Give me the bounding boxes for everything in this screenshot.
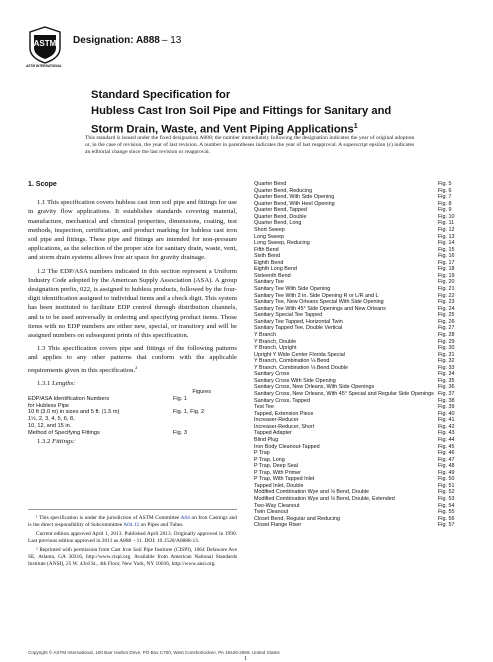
fitting-figure-ref: Fig. 47 — [438, 456, 455, 463]
fitting-name: Y Branch, Double — [254, 338, 297, 345]
lengths-item: 10, 12, and 15 in. — [28, 422, 72, 429]
fitting-name: Fifth Bend — [254, 246, 279, 253]
fitting-figure-ref: Fig. 35 — [438, 377, 455, 384]
designation-edition: – 13 — [161, 35, 182, 46]
copyright-notice: Copyright © ASTM International, 100 Barr Harbor Drive, PO Box C700, West Conshohocken, PA 19428-2959. United States — [28, 650, 280, 655]
lengths-table-header: Figures — [192, 389, 211, 396]
fitting-name: Sanitary Cross With Side Opening — [254, 377, 336, 384]
fitting-figure-ref: Fig. 39 — [438, 404, 455, 411]
fitting-figure-ref: Fig. 53 — [438, 496, 455, 502]
fitting-name: Iron Body Cleanout-Tapped — [254, 443, 320, 450]
standard-notice: This standard is issued under the fixed designation A888; the number immediately following the designation indicates the year of original adoption or, in the case of revision, the year of last revision. A number in parentheses indicates the year of last reapproval. A superscript epsilon (ε) indicates an editorial change since the last revision or reapproval. — [85, 135, 415, 155]
lengths-table-row — [28, 423, 237, 430]
fitting-figure-ref: Fig. 45 — [438, 443, 455, 450]
fitting-figure-ref: Fig. 19 — [438, 272, 455, 279]
title-line-2: Hubless Cast Iron Soil Pipe and Fittings for Sanitary and — [91, 104, 392, 117]
fitting-figure-ref: Fig. 34 — [438, 371, 455, 378]
fitting-figure-ref: Fig. 29 — [438, 338, 455, 345]
fitting-name: Sanitary Cross — [254, 371, 290, 378]
fitting-name: Sanitary Cross, Tapped — [254, 397, 310, 404]
fitting-name: P Trap, With Primer — [254, 469, 301, 476]
fitting-name: Y Branch, Combination ⅛ Bend Double — [254, 364, 348, 371]
fitting-figure-ref: Fig. 21 — [438, 286, 455, 292]
paragraph-1-2: 1.2 The EDP/ASA numbers indicated in this section represent a Uniform Industry Code adopted by the American Supply Association (ASA). A group designation prefix, 022, is assigned to hubless products, followed by the four-digit identification assigned to individual items and a check digit. This system has been instituted to facilitate EDP control through distribution channels, and is to be used universally in ordering and specifying product items. Those items with no EDP numbers are either new, special, or transitory and will be assigned numbers on subsequent prints of this specification. — [28, 267, 237, 340]
fitting-name: Two-Way Cleanout — [254, 502, 300, 509]
fitting-name: Tapped Adapter — [254, 430, 292, 437]
fitting-row — [254, 522, 468, 529]
fitting-figure-ref: Fig. 32 — [438, 358, 455, 365]
lengths-figure: Fig. 1, Fig. 2 — [173, 409, 205, 416]
fitting-figure-ref: Fig. 49 — [438, 469, 455, 476]
fitting-figure-ref: Fig. 27 — [438, 325, 455, 332]
fitting-figure-ref: Fig. 42 — [438, 423, 455, 430]
lengths-item: Method of Specifying Fittings — [28, 429, 100, 436]
fitting-figure-ref: Fig. 15 — [438, 246, 455, 253]
fitting-figure-ref: Fig. 50 — [438, 476, 455, 483]
fitting-figure-ref: Fig. 46 — [438, 450, 455, 457]
scope-heading: 1. Scope — [28, 181, 57, 188]
fitting-figure-ref: Fig. 7 — [438, 194, 452, 201]
fitting-name: Short Sweep — [254, 226, 285, 233]
lengths-table-row — [28, 416, 237, 423]
fitting-figure-ref: Fig. 52 — [438, 489, 455, 496]
fitting-name: Quarter Bend, Double — [254, 213, 307, 220]
fitting-figure-ref: Fig. 37 — [438, 391, 455, 397]
fitting-figure-ref: Fig. 30 — [438, 345, 455, 352]
fitting-figure-ref: Fig. 5 — [438, 181, 452, 187]
fitting-name: Sanitary Tee With 2 in. Side Opening R or L/R and L — [254, 292, 379, 299]
fitting-figure-ref: Fig. 44 — [438, 436, 455, 443]
lengths-table-row — [28, 403, 237, 410]
paragraph-1-3: 1.3 This specification covers pipe and fittings of the following patterns and applies to any other patterns that conform with the applicable requirements given in this specification.$^2$ — [28, 345, 237, 374]
fitting-figure-ref: Fig. 41 — [438, 417, 455, 424]
fitting-figure-ref: Fig. 11 — [438, 220, 455, 227]
subcommittee-link[interactable]: A04.12 — [123, 521, 140, 528]
fitting-name: Sixth Bend — [254, 253, 281, 260]
fitting-name: Y Branch — [254, 331, 277, 338]
lengths-item: EDP/ASA Identification Numbers — [28, 396, 110, 402]
fitting-name: Tapped, Extension Piece — [254, 410, 314, 417]
fitting-figure-ref: Fig. 36 — [438, 384, 455, 391]
fitting-name: Y Branch, Combination ⅛ Bend — [254, 358, 330, 365]
lengths-figure — [173, 416, 237, 423]
fitting-figure-ref: Fig. 26 — [438, 318, 455, 325]
committee-link[interactable]: A04 — [180, 515, 190, 521]
lengths-figure — [173, 423, 237, 430]
fitting-name: Sanitary Tee — [254, 279, 284, 286]
fitting-figure-ref: Fig. 56 — [438, 515, 455, 522]
fitting-figure-ref: Fig. 16 — [438, 253, 455, 260]
title-line-3: Storm Drain, Waste, and Vent Piping Applications$^1$ — [91, 123, 358, 136]
fittings-list — [254, 181, 468, 529]
lengths-item: 10 ft (3.0 m) in sizes and 5 ft. (1.5 m) — [28, 409, 120, 416]
fitting-figure-ref: Fig. 10 — [438, 213, 455, 220]
fitting-name: Sixteenth Bend — [254, 272, 291, 279]
lengths-item: 1½, 2, 3, 4, 5, 6, 8, — [28, 416, 75, 423]
fitting-figure-ref: Fig. 12 — [438, 226, 455, 233]
fitting-name: Modified Combination Wye and ⅛ Bend, Double — [254, 489, 370, 496]
fitting-figure-ref: Fig. 20 — [438, 279, 455, 286]
page-title — [91, 88, 421, 138]
fitting-name: P Trap, With Tapped Inlet — [254, 476, 315, 483]
fitting-name: Upright Y Wide Center Florida Special — [254, 351, 345, 358]
fitting-name: Closet Bend, Regular and Reducing — [254, 515, 341, 522]
fitting-name: Quarter Bend, With Side Opening — [254, 194, 335, 201]
lengths-table-row — [28, 430, 237, 437]
title-line-1: Standard Specification for — [91, 89, 231, 101]
lengths-item: for Hubless Pipe — [28, 402, 70, 409]
fitting-name: P Trap — [254, 450, 270, 457]
fitting-name: Quarter Bend, Reducing — [254, 187, 313, 194]
left-column — [28, 180, 237, 447]
fitting-name: Sanitary Cross, New Orleans, With Side Openings — [254, 384, 375, 391]
fitting-name: Increaser-Reducer — [254, 417, 299, 424]
fitting-figure-ref: Fig. 51 — [438, 482, 455, 489]
fitting-name: Quarter Bend, Tapped — [254, 207, 307, 214]
lengths-table-row — [28, 396, 237, 403]
fitting-figure-ref: Fig. 22 — [438, 292, 455, 299]
fitting-name: Sanitary Special Tee Tapped — [254, 312, 323, 319]
fitting-figure-ref: Fig. 38 — [438, 397, 455, 404]
fitting-name: P Trap, Deep Seal — [254, 463, 298, 470]
fitting-name: Quarter Bend, Long — [254, 220, 302, 227]
fitting-figure-ref: Fig. 33 — [438, 364, 455, 371]
fitting-figure-ref: Fig. 17 — [438, 259, 455, 266]
fitting-figure-ref: Fig. 13 — [438, 233, 455, 240]
astm-logo — [28, 26, 62, 64]
fitting-figure-ref: Fig. 57 — [438, 522, 455, 529]
fitting-name: Sanitary Tee With Side Opening — [254, 286, 331, 292]
footnotes — [28, 509, 237, 570]
fitting-name: Quarter Bend — [254, 181, 287, 187]
section-1-3-2: 1.3.2 Fittings: — [37, 438, 76, 446]
fitting-figure-ref: Fig. 6 — [438, 187, 452, 194]
lengths-figure: Fig. 1 — [173, 396, 187, 402]
fitting-figure-ref: Fig. 25 — [438, 312, 455, 319]
fitting-name: Twin Cleanout — [254, 509, 289, 516]
fitting-name: Sanitary Tapped Tee, Double Vertical — [254, 325, 343, 332]
fitting-figure-ref: Fig. 14 — [438, 240, 455, 247]
fitting-figure-ref: Fig. 43 — [438, 430, 455, 437]
page-number: 1 — [244, 656, 247, 662]
lengths-figure — [173, 403, 237, 410]
fitting-name: P Trap, Long — [254, 456, 285, 463]
footnote-2: ² Reprinted with permission from Cast Iron Soil Pipe Institute (CISPI), 1064 Delaware Ave SE, Atlanta, GA 30316, http://www.cispi.org. Available from American National Standards Institute (ANSI), 25 W. 43rd St., 4th Floor, New York, NY 10036, http://www.ansi.org. — [28, 547, 237, 567]
designation — [73, 35, 181, 46]
fitting-figure-ref: Fig. 18 — [438, 266, 455, 273]
fitting-name: Closet Flange Riser — [254, 522, 302, 529]
fitting-name: Sanitary Tee With 45° Side Openings and New Orleans — [254, 305, 386, 312]
fitting-figure-ref: Fig. 28 — [438, 331, 455, 338]
fitting-figure-ref: Fig. 48 — [438, 463, 455, 470]
lengths-table — [28, 389, 237, 436]
logo-caption: ASTM INTERNATIONAL — [26, 64, 62, 68]
footnote-1: ¹ This specification is under the jurisdiction of ASTM Committee A04 on Iron Castings and is the direct responsibility of Subcommittee A04.12 on Pipes and Tubes. — [28, 515, 237, 528]
paragraph-1-1: 1.1 This specification covers hubless cast iron soil pipe and fittings for use in gravity flow applications. It establishes standards covering material, manufacture, mechanical and chemical properties, dimensions, coating, test methods, inspection, certification, and product marking for hubless cast iron soil pipe and fittings. These pipe and fittings are intended for non-pressure applications, as the selection of the proper size for sanitary drain, waste, vent, and storm drain systems allows free air space for gravity drainage. — [28, 199, 237, 262]
fitting-figure-ref: Fig. 40 — [438, 410, 455, 417]
fitting-name: Blind Plug — [254, 436, 279, 443]
svg-text:ASTM: ASTM — [33, 39, 57, 48]
fitting-figure-ref: Fig. 54 — [438, 502, 455, 509]
title-footnote-ref: 1 — [353, 123, 358, 130]
fitting-name: Increaser-Reducer, Short — [254, 423, 315, 430]
fitting-figure-ref: Fig. 55 — [438, 509, 455, 516]
fitting-name: Tapped Inlet, Double — [254, 482, 304, 489]
fitting-name: Long Sweep, Reducing — [254, 240, 310, 247]
fitting-figure-ref: Fig. 31 — [438, 351, 455, 358]
fitting-name: Long Sweep — [254, 233, 284, 240]
fitting-name: Eighth Long Bend — [254, 266, 297, 273]
designation-number: Designation: A888 — [73, 35, 160, 46]
fitting-figure-ref: Fig. 24 — [438, 305, 455, 312]
fitting-name: Eighth Bend — [254, 259, 284, 266]
fitting-figure-ref: Fig. 23 — [438, 299, 455, 306]
section-1-3-1: 1.3.1 Lengths: — [37, 380, 76, 388]
footnote-ref-2: 2 — [135, 364, 138, 370]
fitting-name: Quarter Bend, With Heel Opening — [254, 200, 335, 207]
fitting-name: Sanitary Tee, New Orleans Special With Side Opening — [254, 299, 384, 306]
fitting-name: Sanitary Tee Tapped, Horizontal Twin — [254, 318, 343, 325]
fitting-name: Test Tee — [254, 404, 274, 411]
fitting-name: Sanitary Cross, New Orleans, With 45° Special and Regular Side Openings — [254, 391, 434, 397]
footnote-1-edition: Current edition approved April 1, 2013. Published April 2013. Originally approved in 1990. Last previous edition approved in 2011 as A888 – 11. DOI: 10.1520/A0888-13. — [28, 531, 237, 544]
fitting-name: Y Branch, Upright — [254, 345, 297, 352]
fitting-figure-ref: Fig. 9 — [438, 207, 452, 214]
lengths-figure: Fig. 3 — [173, 429, 187, 436]
fitting-name: Modified Combination Wye and ⅛ Bend, Double, Extended — [254, 496, 395, 502]
fitting-figure-ref: Fig. 8 — [438, 200, 452, 207]
